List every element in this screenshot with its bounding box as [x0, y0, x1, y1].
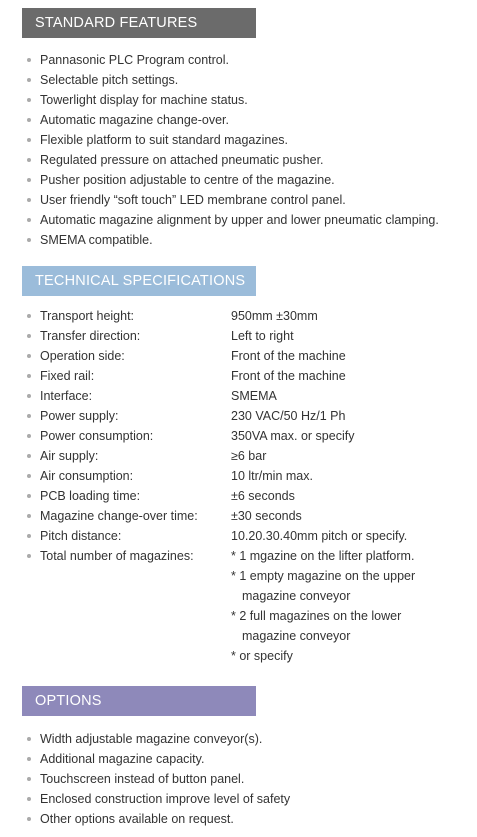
spec-label: Magazine change-over time:	[40, 509, 198, 523]
option-text: Additional magazine capacity.	[40, 752, 205, 766]
feature-text: Selectable pitch settings.	[40, 73, 179, 87]
option-text: Other options available on request.	[40, 812, 234, 826]
bullet-icon	[27, 314, 31, 318]
bullet-icon	[27, 354, 31, 358]
spec-label: Fixed rail:	[40, 369, 95, 383]
feature-text: Automatic magazine alignment by upper and lower pneumatic clamping.	[40, 213, 439, 227]
spec-value: ≥6 bar	[231, 449, 267, 463]
feature-text: User friendly “soft touch” LED membrane control panel.	[40, 193, 346, 207]
technical-specifications-header: TECHNICAL SPECIFICATIONS	[22, 266, 256, 296]
spec-value-continuation: * or specify	[231, 649, 293, 663]
spec-label: Pitch distance:	[40, 529, 122, 543]
spec-value: ±30 seconds	[231, 509, 302, 523]
bullet-icon	[27, 554, 31, 558]
bullet-icon	[27, 474, 31, 478]
bullet-icon	[27, 238, 31, 242]
spec-value: 950mm ±30mm	[231, 309, 318, 323]
bullet-icon	[27, 138, 31, 142]
spec-value: ±6 seconds	[231, 489, 295, 503]
feature-text: Towerlight display for machine status.	[40, 93, 248, 107]
spec-label: Transfer direction:	[40, 329, 141, 343]
spec-value: * 1 mgazine on the lifter platform.	[231, 549, 415, 563]
spec-value: Left to right	[231, 329, 294, 343]
options-header: OPTIONS	[22, 686, 256, 716]
feature-text: SMEMA compatible.	[40, 233, 153, 247]
spec-label: Power consumption:	[40, 429, 154, 443]
spec-value: 10 ltr/min max.	[231, 469, 313, 483]
spec-label: Transport height:	[40, 309, 135, 323]
bullet-icon	[27, 374, 31, 378]
spec-label: Total number of magazines:	[40, 549, 194, 563]
bullet-icon	[27, 757, 31, 761]
spec-label: Power supply:	[40, 409, 119, 423]
option-text: Width adjustable magazine conveyor(s).	[40, 732, 263, 746]
bullet-icon	[27, 334, 31, 338]
spec-label: Operation side:	[40, 349, 125, 363]
bullet-icon	[27, 394, 31, 398]
spec-value: 230 VAC/50 Hz/1 Ph	[231, 409, 346, 423]
bullet-icon	[27, 198, 31, 202]
spec-value-continuation: * 2 full magazines on the lower	[231, 609, 402, 623]
feature-text: Automatic magazine change-over.	[40, 113, 229, 127]
bullet-icon	[27, 534, 31, 538]
bullet-icon	[27, 494, 31, 498]
spec-label: Interface:	[40, 389, 93, 403]
bullet-icon	[27, 434, 31, 438]
bullet-icon	[27, 178, 31, 182]
bullet-icon	[27, 218, 31, 222]
spec-label: Air consumption:	[40, 469, 134, 483]
feature-text: Pannasonic PLC Program control.	[40, 53, 229, 67]
bullet-icon	[27, 797, 31, 801]
spec-value: 350VA max. or specify	[231, 429, 355, 443]
option-text: Enclosed construction improve level of safety	[40, 792, 291, 806]
bullet-icon	[27, 414, 31, 418]
feature-text: Pusher position adjustable to centre of the magazine.	[40, 173, 335, 187]
bullet-icon	[27, 777, 31, 781]
standard-features-header: STANDARD FEATURES	[22, 8, 256, 38]
spec-value-continuation: * 1 empty magazine on the upper	[231, 569, 416, 583]
spec-label: PCB loading time:	[40, 489, 141, 503]
bullet-icon	[27, 158, 31, 162]
bullet-icon	[27, 98, 31, 102]
spec-value: 10.20.30.40mm pitch or specify.	[231, 529, 408, 543]
bullet-icon	[27, 817, 31, 821]
spec-value-continuation: magazine conveyor	[242, 589, 351, 603]
option-text: Touchscreen instead of button panel.	[40, 772, 245, 786]
bullet-icon	[27, 454, 31, 458]
bullet-icon	[27, 118, 31, 122]
feature-text: Flexible platform to suit standard magazines.	[40, 133, 289, 147]
spec-value: SMEMA	[231, 389, 277, 403]
bullet-icon	[27, 78, 31, 82]
bullet-icon	[27, 514, 31, 518]
spec-value-continuation: magazine conveyor	[242, 629, 351, 643]
spec-label: Air supply:	[40, 449, 99, 463]
bullet-icon	[27, 737, 31, 741]
spec-value: Front of the machine	[231, 349, 346, 363]
feature-text: Regulated pressure on attached pneumatic pusher.	[40, 153, 324, 167]
spec-value: Front of the machine	[231, 369, 346, 383]
bullet-icon	[27, 58, 31, 62]
